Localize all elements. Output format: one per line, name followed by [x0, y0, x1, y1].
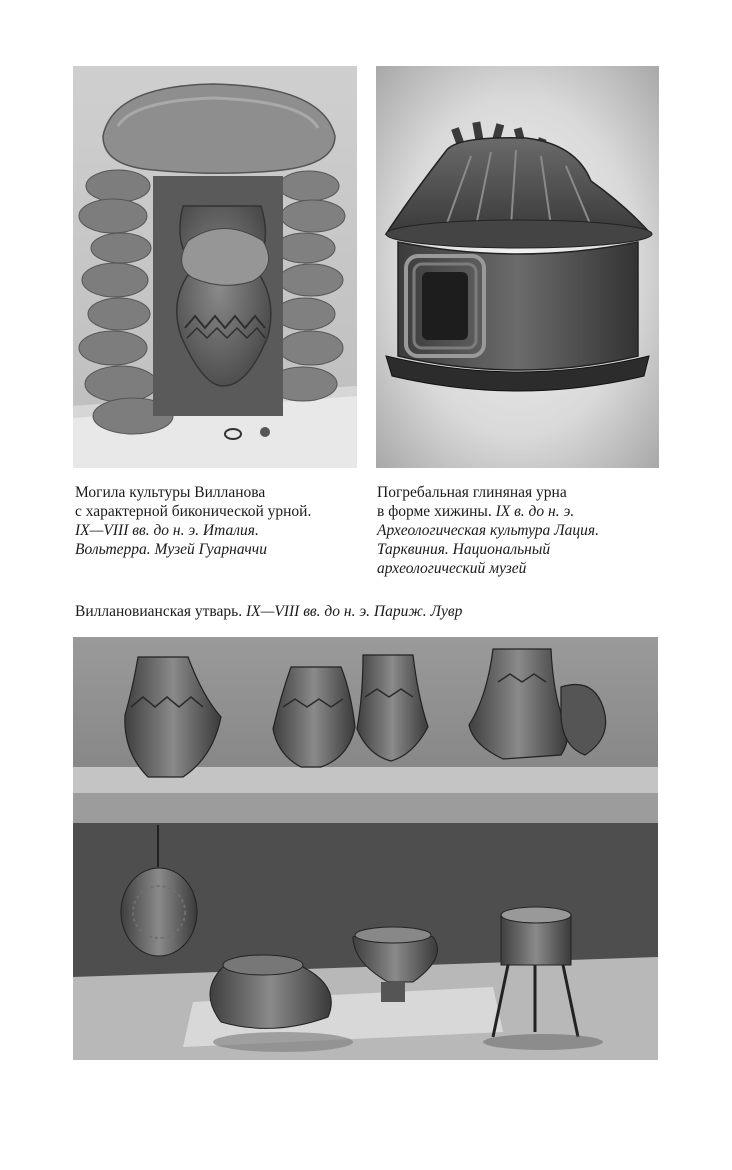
caption-date: IX—VIII вв. до н. э. Париж. Лувр [245, 603, 463, 620]
caption-line: Археологическая культура Лация. [377, 522, 599, 539]
caption-line: Тарквиния. Национальный [377, 541, 551, 558]
caption-line: Вольтерра. Музей Гуарначчи [75, 541, 267, 558]
caption-hut-urn [377, 483, 599, 578]
villanova-tomb-photo [73, 66, 357, 468]
caption-villanovan-vessels [75, 602, 462, 621]
caption-date: IX в. до н. э. [495, 503, 575, 520]
hut-urn-photo [376, 66, 659, 468]
villanovan-vessels-photo [73, 637, 658, 1060]
caption-line: археологический музей [377, 560, 527, 577]
caption-line: с характерной биконической урной. [75, 503, 312, 520]
caption-line: IX—VIII вв. до н. э. Италия. [75, 522, 259, 539]
caption-line: Погребальная глиняная урна [377, 484, 567, 501]
caption-line [377, 502, 599, 521]
caption-line: Могила культуры Вилланова [75, 484, 266, 501]
caption-text: Виллановианская утварь. [75, 603, 246, 620]
caption-text: в форме хижины. [377, 503, 496, 520]
caption-villanova-tomb [75, 483, 311, 559]
